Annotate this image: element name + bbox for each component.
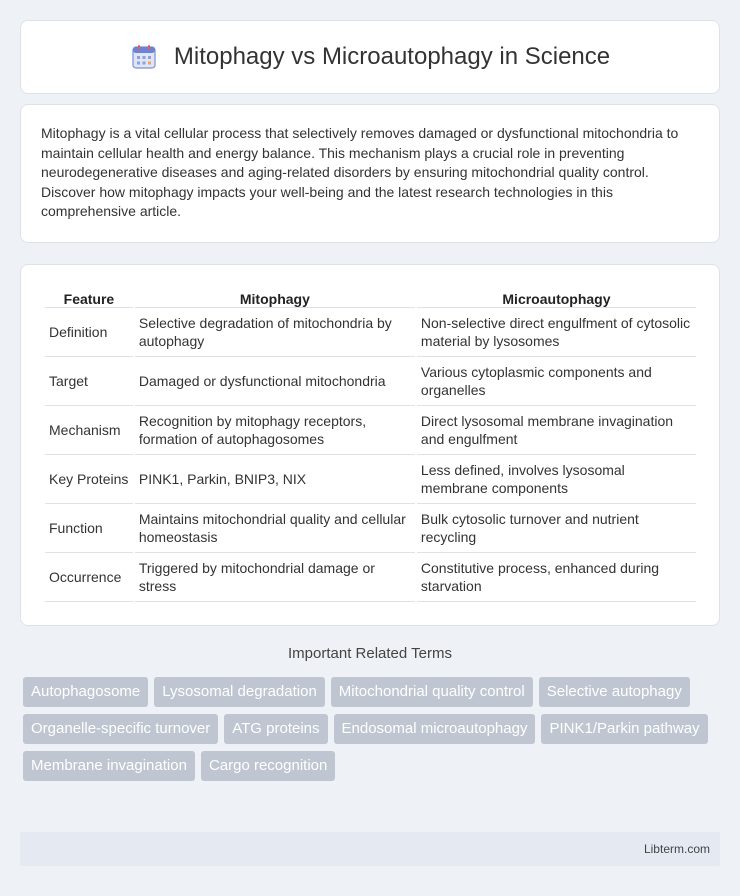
table-row [45,406,696,455]
footer-site-link[interactable]: Libterm.com [643,842,710,856]
mitophagy-cell: Selective degradation of mitochondria by autophagy [135,308,415,357]
feature-cell: Target [45,357,133,406]
header-microautophagy: Microautophagy [417,285,696,308]
table-header-row [45,285,696,308]
mitophagy-cell: Recognition by mitophagy receptors, formation of autophagosomes [135,406,415,455]
mitophagy-cell: Maintains mitochondrial quality and cellular homeostasis [135,504,415,553]
mitophagy-cell: PINK1, Parkin, BNIP3, NIX [135,455,415,504]
title-card [20,20,720,94]
term-tag-autophagosome[interactable]: Autophagosome [23,677,148,707]
microautophagy-cell: Direct lysosomal membrane invagination and engulfment [417,406,696,455]
mitophagy-cell: Triggered by mitochondrial damage or stress [135,553,415,602]
related-terms-title: Important Related Terms [288,645,452,662]
feature-cell: Mechanism [45,406,133,455]
table-row [45,553,696,602]
microautophagy-cell: Constitutive process, enhanced during starvation [417,553,696,602]
comparison-table-card [20,264,720,626]
footer [20,832,720,866]
term-tag-organelle-specific-turnover[interactable]: Organelle-specific turnover [23,714,218,744]
term-tag-cargo-recognition[interactable]: Cargo recognition [201,751,335,781]
microautophagy-cell: Non-selective direct engulfment of cytosolic material by lysosomes [417,308,696,357]
related-terms-list [23,677,723,781]
intro-text: Mitophagy is a vital cellular process that selectively removes damaged or dysfunctional mitochondria to maintain cellular health and energy balance. This mechanism plays a crucial role in preventing neurodegenerative diseases and aging-related disorders by ensuring mitochondrial quality control. Discover how mitophagy impacts your well-being and the latest research technologies in this comprehensive article. [41,125,679,220]
header-mitophagy: Mitophagy [135,285,415,308]
header-feature: Feature [45,285,133,308]
term-tag-mitochondrial-quality-control[interactable]: Mitochondrial quality control [331,677,533,707]
term-tag-pink1-parkin-pathway[interactable]: PINK1/Parkin pathway [541,714,707,744]
term-tag-atg-proteins[interactable]: ATG proteins [224,714,327,744]
term-tag-endosomal-microautophagy[interactable]: Endosomal microautophagy [334,714,536,744]
term-tag-membrane-invagination[interactable]: Membrane invagination [23,751,195,781]
feature-cell: Occurrence [45,553,133,602]
feature-cell: Function [45,504,133,553]
feature-cell: Key Proteins [45,455,133,504]
table-row [45,504,696,553]
microautophagy-cell: Bulk cytosolic turnover and nutrient recycling [417,504,696,553]
page-title: Mitophagy vs Microautophagy in Science [173,43,611,70]
comparison-table [43,285,698,602]
table-row [45,455,696,504]
microautophagy-cell: Various cytoplasmic components and organelles [417,357,696,406]
table-row [45,357,696,406]
feature-cell: Definition [45,308,133,357]
term-tag-lysosomal-degradation[interactable]: Lysosomal degradation [154,677,325,707]
intro-card [20,104,720,243]
mitophagy-cell: Damaged or dysfunctional mitochondria [135,357,415,406]
table-row [45,308,696,357]
microautophagy-cell: Less defined, involves lysosomal membrane components [417,455,696,504]
calendar-icon [130,43,158,71]
term-tag-selective-autophagy[interactable]: Selective autophagy [539,677,690,707]
